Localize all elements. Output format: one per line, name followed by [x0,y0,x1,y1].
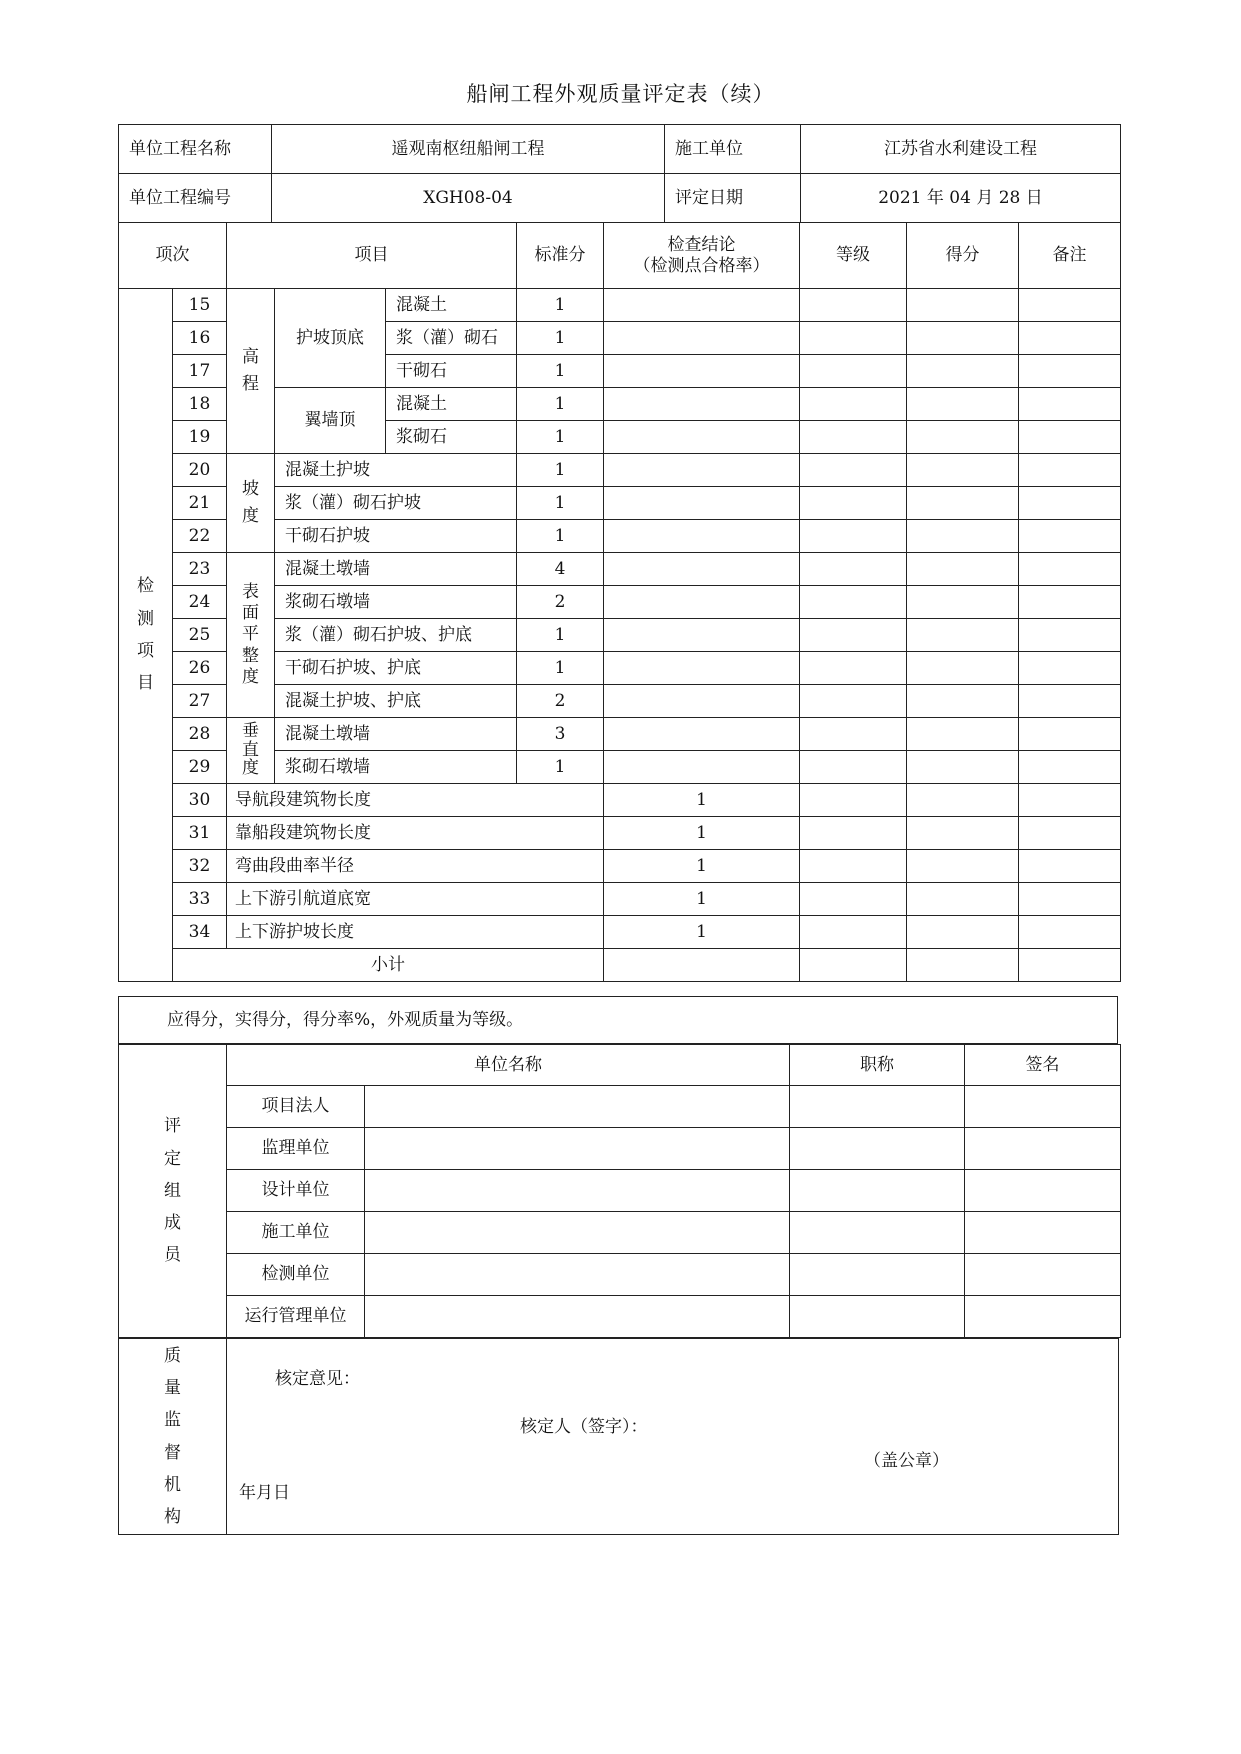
group-elevation [227,289,275,454]
inspection-table [118,222,1121,982]
row-index: 33 [173,883,227,916]
row-item: 导航段建筑物长度 [227,784,604,817]
unit-name-label: 单位工程名称 [119,125,272,174]
row-index: 19 [173,421,227,454]
row-score [1019,817,1121,850]
row-conclusion [604,553,800,586]
row-remark [1019,685,1121,718]
subtotal-conclusion [800,949,907,982]
row-item: 干砌石 [386,355,517,388]
row-index: 28 [173,718,227,751]
row-grade [800,652,907,685]
row-remark [1019,751,1121,784]
row-item: 干砌石护坡 [275,520,517,553]
row-conclusion [604,421,800,454]
row-conclusion [800,916,907,949]
committee-row [119,1128,1121,1170]
row-conclusion [604,454,800,487]
row-conclusion [604,586,800,619]
committee-member-title [790,1170,965,1212]
row-index: 24 [173,586,227,619]
row-std-score: 4 [517,553,604,586]
group-elevation-text: 高程 [242,346,259,394]
table-row [119,850,1121,883]
col-conclusion [604,223,800,289]
supervision-label: 质 量 监 督 机 构 [119,1339,227,1535]
row-remark [1019,553,1121,586]
row-grade [907,883,1019,916]
committee-member-role: 检测单位 [227,1254,365,1296]
supervision-date: 年月日 [239,1483,290,1503]
group-wing-wall-top: 翼墙顶 [275,388,386,454]
eval-date-label: 评定日期 [665,174,801,223]
row-score [907,652,1019,685]
row-std-score: 1 [517,355,604,388]
row-index: 15 [173,289,227,322]
col-conclusion-line2: （检测点合格率） [633,255,770,276]
row-std-score: 1 [517,619,604,652]
row-remark [1019,454,1121,487]
row-std-score: 1 [517,487,604,520]
committee-member-sign [965,1170,1121,1212]
row-index: 25 [173,619,227,652]
row-std-score: 1 [517,454,604,487]
committee-member-unit [365,1296,790,1338]
row-score [907,586,1019,619]
committee-row [119,1296,1121,1338]
row-remark [1019,520,1121,553]
committee-member-title [790,1296,965,1338]
committee-member-sign [965,1128,1121,1170]
table-row [119,817,1121,850]
row-index: 27 [173,685,227,718]
row-std-score: 1 [517,322,604,355]
committee-row [119,1170,1121,1212]
committee-member-sign [965,1254,1121,1296]
row-score [1019,883,1121,916]
row-std-score: 1 [604,916,800,949]
row-grade [907,784,1019,817]
header-table [118,124,1121,223]
row-grade [907,916,1019,949]
supervision-content [227,1339,1119,1535]
row-remark [1019,388,1121,421]
row-grade [907,850,1019,883]
row-item: 混凝土护坡、护底 [275,685,517,718]
inspection-rows [119,289,1121,982]
row-conclusion [800,817,907,850]
group-vertical-text: 垂直度 [242,721,259,779]
row-std-score: 3 [517,718,604,751]
row-score [907,289,1019,322]
row-conclusion [800,883,907,916]
row-item: 浆（灌）砌石护坡、护底 [275,619,517,652]
row-score [907,421,1019,454]
eval-date-value: 2021 年 04 月 28 日 [801,174,1121,223]
row-index: 26 [173,652,227,685]
row-remark [1019,355,1121,388]
row-std-score: 1 [604,883,800,916]
subtotal-std [604,949,800,982]
row-conclusion [604,652,800,685]
row-score [907,454,1019,487]
row-index: 23 [173,553,227,586]
row-index: 31 [173,817,227,850]
group-slope-text: 坡度 [242,478,259,526]
row-item: 浆（灌）砌石 [386,322,517,355]
row-grade [800,388,907,421]
committee-member-unit [365,1128,790,1170]
group-slope [227,454,275,553]
row-item: 浆（灌）砌石护坡 [275,487,517,520]
row-item: 混凝土 [386,388,517,421]
group-detect-text: 检测项目 [137,576,154,694]
row-score [1019,784,1121,817]
row-item: 弯曲段曲率半径 [227,850,604,883]
committee-member-role: 项目法人 [227,1086,365,1128]
committee-label-text: 评定组成员 [164,1116,181,1266]
committee-member-title [790,1086,965,1128]
row-index: 20 [173,454,227,487]
row-std-score: 1 [604,784,800,817]
row-score [907,322,1019,355]
row-std-score: 1 [517,388,604,421]
row-remark [1019,322,1121,355]
table-row [119,454,1121,487]
committee-member-unit [365,1212,790,1254]
row-conclusion [604,520,800,553]
row-std-score: 1 [517,289,604,322]
table-row [119,883,1121,916]
col-score: 得分 [907,223,1019,289]
row-grade [800,685,907,718]
col-std-score: 标准分 [517,223,604,289]
group-slope-top-bottom: 护坡顶底 [275,289,386,388]
committee-member-role: 设计单位 [227,1170,365,1212]
row-grade [800,553,907,586]
row-index: 17 [173,355,227,388]
row-grade [800,355,907,388]
page-title: 船闸工程外观质量评定表（续） [466,82,775,106]
construction-unit-value: 江苏省水利建设工程 [801,125,1121,174]
row-score [907,553,1019,586]
unit-name-value: 遥观南枢纽船闸工程 [272,125,665,174]
col-item: 项目 [227,223,517,289]
table-row [119,289,1121,322]
committee-row [119,1212,1121,1254]
row-remark [1019,487,1121,520]
row-std-score: 1 [517,652,604,685]
row-conclusion [604,289,800,322]
unit-code-label: 单位工程编号 [119,174,272,223]
subtotal-score [1019,949,1121,982]
row-remark [1019,289,1121,322]
row-index: 30 [173,784,227,817]
row-item: 上下游引航道底宽 [227,883,604,916]
row-conclusion [604,718,800,751]
committee-label [119,1045,227,1338]
table-row [119,718,1121,751]
committee-member-title [790,1254,965,1296]
committee-member-unit [365,1170,790,1212]
row-grade [800,322,907,355]
committee-member-sign [965,1212,1121,1254]
row-std-score: 1 [517,421,604,454]
supervision-opinion: 核定意见： [275,1369,360,1389]
row-item: 浆砌石 [386,421,517,454]
supervision-seal: （盖公章） [864,1451,949,1471]
row-score [907,520,1019,553]
committee-member-role: 施工单位 [227,1212,365,1254]
committee-member-role: 监理单位 [227,1128,365,1170]
row-item: 浆砌石墩墙 [275,586,517,619]
committee-row [119,1086,1121,1128]
row-grade [800,718,907,751]
committee-member-sign [965,1296,1121,1338]
committee-col-sign: 签名 [965,1045,1121,1086]
row-std-score: 2 [517,586,604,619]
group-flatness-text: 表面平整度 [242,581,259,687]
col-remark: 备注 [1019,223,1121,289]
row-conclusion [800,850,907,883]
row-std-score: 1 [604,850,800,883]
row-grade [800,586,907,619]
row-item: 混凝土墩墙 [275,553,517,586]
committee-col-unit: 单位名称 [227,1045,790,1086]
row-index: 21 [173,487,227,520]
construction-unit-label: 施工单位 [665,125,801,174]
row-conclusion [604,685,800,718]
group-detect [119,289,173,982]
committee-row [119,1254,1121,1296]
committee-member-title [790,1212,965,1254]
row-remark [1019,586,1121,619]
row-remark [1019,652,1121,685]
row-std-score: 2 [517,685,604,718]
row-grade [800,487,907,520]
summary-note: 应得分，实得分，得分率%，外观质量为等级。 [118,996,1118,1044]
row-conclusion [604,487,800,520]
committee-member-unit [365,1254,790,1296]
supervision-approver: 核定人（签字）： [520,1417,648,1437]
row-conclusion [800,784,907,817]
row-remark [1019,619,1121,652]
row-index: 32 [173,850,227,883]
row-index: 18 [173,388,227,421]
row-grade [800,520,907,553]
row-score [907,718,1019,751]
row-remark [1019,718,1121,751]
row-item: 混凝土墩墙 [275,718,517,751]
row-conclusion [604,619,800,652]
row-grade [800,421,907,454]
subtotal-grade [907,949,1019,982]
row-score [1019,850,1121,883]
table-row [119,553,1121,586]
row-index: 16 [173,322,227,355]
col-grade: 等级 [800,223,907,289]
unit-code-value: XGH08-04 [272,174,665,223]
row-item: 混凝土 [386,289,517,322]
row-remark [1019,421,1121,454]
row-grade [800,289,907,322]
row-std-score: 1 [517,751,604,784]
row-score [907,355,1019,388]
row-grade [800,454,907,487]
committee-member-title [790,1128,965,1170]
row-score [1019,916,1121,949]
row-item: 干砌石护坡、护底 [275,652,517,685]
row-std-score: 1 [604,817,800,850]
subtotal-row [119,949,1121,982]
row-item: 浆砌石墩墙 [275,751,517,784]
table-row [119,784,1121,817]
supervision-table [118,1338,1119,1535]
committee-table [118,1044,1121,1338]
committee-member-unit [365,1086,790,1128]
group-vertical [227,718,275,784]
row-index: 34 [173,916,227,949]
row-item: 上下游护坡长度 [227,916,604,949]
row-grade [907,817,1019,850]
committee-col-title: 职称 [790,1045,965,1086]
subtotal-label: 小计 [173,949,604,982]
row-score [907,751,1019,784]
row-index: 22 [173,520,227,553]
table-row [119,916,1121,949]
row-conclusion [604,388,800,421]
row-score [907,487,1019,520]
committee-member-sign [965,1086,1121,1128]
row-std-score: 1 [517,520,604,553]
row-item: 靠船段建筑物长度 [227,817,604,850]
row-grade [800,751,907,784]
group-flatness [227,553,275,718]
row-score [907,619,1019,652]
row-grade [800,619,907,652]
row-score [907,388,1019,421]
row-conclusion [604,355,800,388]
col-conclusion-line1: 检查结论 [667,235,736,256]
col-index: 项次 [119,223,227,289]
committee-member-role: 运行管理单位 [227,1296,365,1338]
row-score [907,685,1019,718]
row-conclusion [604,322,800,355]
row-conclusion [604,751,800,784]
row-item: 混凝土护坡 [275,454,517,487]
row-index: 29 [173,751,227,784]
